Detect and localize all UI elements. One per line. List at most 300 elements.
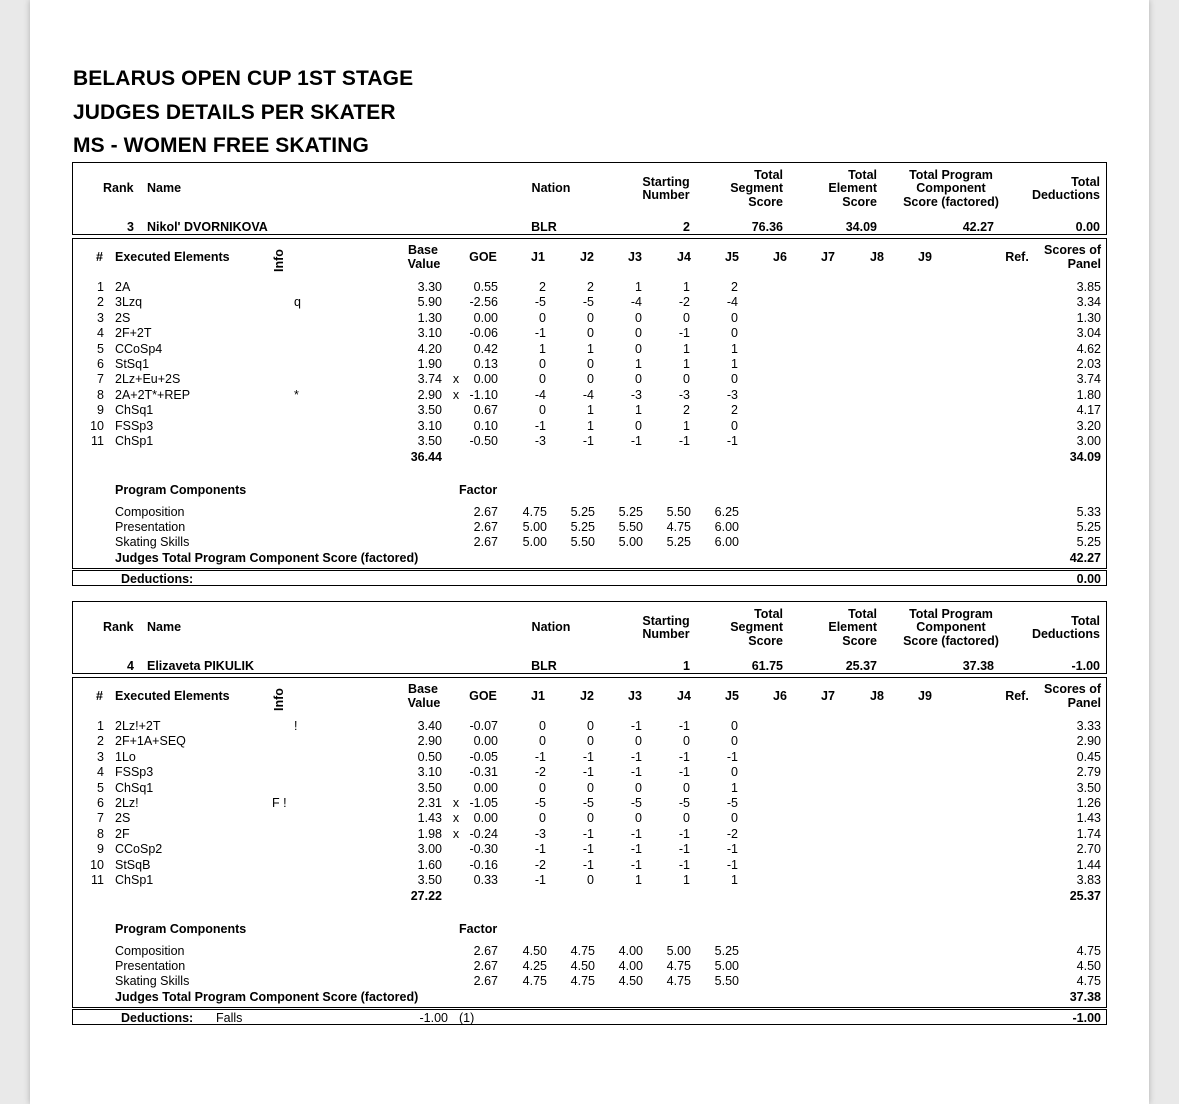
element-number: 3 (97, 749, 104, 764)
judge-4-score: -1 (678, 749, 690, 764)
judge-4-score: 1 (683, 280, 690, 294)
base-value: 3.30 (417, 280, 442, 294)
judge-5-score: -1 (726, 749, 738, 764)
judge-4-score: 1 (683, 357, 690, 371)
total-deductions-label: Deductions (1031, 627, 1100, 641)
judge-1-label: J1 (531, 689, 545, 703)
base-value: 3.50 (417, 780, 442, 795)
element-info: q (294, 295, 301, 310)
component-factor: 2.67 (473, 535, 498, 550)
element-number: 8 (97, 387, 104, 402)
judge-4-score: -1 (678, 326, 690, 341)
base-value-total: 36.44 (410, 450, 442, 464)
report-title: JUDGES DETAILS PER SKATER (73, 101, 396, 124)
num-label: # (96, 250, 103, 264)
goe-value: -0.24 (469, 826, 498, 841)
component-judge-1-score: 5.00 (522, 535, 547, 550)
panel-score: 4.62 (1076, 341, 1101, 356)
judge-2-score: 0 (587, 780, 594, 795)
judge-4-score: -1 (678, 842, 690, 857)
judge-2-label: J2 (580, 250, 594, 264)
judge-3-score: 0 (635, 326, 642, 341)
component-judge-2-score: 4.50 (570, 959, 595, 974)
judge-3-label: J3 (628, 689, 642, 703)
element-code: 2Lz! (115, 796, 139, 810)
base-value: 3.40 (417, 719, 442, 733)
component-judge-3-score: 5.00 (618, 535, 643, 550)
panel-score: 3.74 (1076, 372, 1101, 387)
skater-rank: 4 (127, 659, 134, 673)
judge-2-score: 0 (587, 326, 594, 341)
event-title: BELARUS OPEN CUP 1ST STAGE (73, 67, 414, 90)
element-number: 4 (97, 326, 104, 341)
goe-value: 0.67 (473, 403, 498, 418)
panel-score: 3.83 (1076, 873, 1101, 887)
element-number: 5 (97, 341, 104, 356)
judge-1-score: -2 (534, 765, 546, 780)
element-number: 6 (97, 796, 104, 810)
info-label: Info (272, 249, 286, 272)
judge-1-score: 0 (539, 372, 546, 387)
header-total-element-score-label: Score (842, 195, 877, 209)
program-components-label: Program Components (115, 483, 247, 497)
component-factor: 2.67 (473, 505, 498, 519)
total-segment-score: 76.36 (751, 220, 783, 234)
judge-2-score: -1 (582, 842, 594, 857)
component-judge-1-score: 5.00 (522, 520, 547, 535)
panel-score: 1.80 (1076, 387, 1101, 402)
component-panel-score: 5.33 (1076, 505, 1101, 519)
base-value: 1.30 (417, 310, 442, 325)
component-judge-5-score: 6.00 (714, 535, 739, 550)
goe-value: 0.10 (473, 418, 498, 433)
component-judge-3-score: 4.00 (618, 944, 643, 958)
segment-title: MS - WOMEN FREE SKATING (73, 134, 369, 157)
judge-7-label: J7 (821, 250, 835, 264)
element-code: 2F+1A+SEQ (115, 734, 186, 749)
component-panel-score: 4.75 (1076, 974, 1101, 989)
goe-value: -0.50 (469, 434, 498, 448)
deductions-label: Deductions: (121, 1011, 194, 1025)
component-judge-5-score: 5.25 (714, 944, 739, 958)
panel-score: 1.43 (1076, 811, 1101, 826)
judge-2-score: 2 (587, 280, 594, 294)
scores-of-panel-label: Scores of (1044, 243, 1101, 257)
element-number: 3 (97, 310, 104, 325)
component-judge-2-score: 5.50 (570, 535, 595, 550)
base-value: 2.90 (417, 387, 442, 402)
header-total-element-score-label: Total (848, 607, 877, 621)
judge-4-score: 0 (683, 310, 690, 325)
judge-4-score: -1 (678, 434, 690, 448)
judge-2-score: -4 (582, 387, 594, 402)
component-judge-1-score: 4.25 (522, 959, 547, 974)
judge-4-score: -1 (678, 719, 690, 733)
panel-score: 2.79 (1076, 765, 1101, 780)
component-name: Skating Skills (115, 974, 190, 989)
judge-1-score: -5 (534, 796, 546, 810)
judge-2-score: -1 (582, 434, 594, 448)
goe-value: -0.30 (469, 842, 498, 857)
component-name: Skating Skills (115, 535, 190, 550)
judge-3-score: 0 (635, 372, 642, 387)
header-total-program-component-score-label: Score (factored) (903, 195, 999, 209)
skater-name: Elizaveta PIKULIK (147, 659, 254, 673)
component-judge-2-score: 4.75 (570, 974, 595, 989)
component-judge-5-score: 5.50 (714, 974, 739, 989)
element-number: 9 (97, 403, 104, 418)
judge-3-score: -1 (630, 434, 642, 448)
base-value: 0.50 (417, 749, 442, 764)
judge-9-label: J9 (918, 689, 932, 703)
judge-1-score: 0 (539, 734, 546, 749)
judge-1-score: 0 (539, 403, 546, 418)
base-value: 5.90 (417, 295, 442, 310)
scores-of-panel-label: Panel (1067, 696, 1101, 710)
judge-4-score: 1 (683, 341, 690, 356)
total-deductions: 0.00 (1075, 220, 1100, 234)
judges-total-pcs: 42.27 (1069, 551, 1101, 565)
judge-5-score: 0 (731, 372, 738, 387)
judge-2-score: 0 (587, 734, 594, 749)
judge-2-score: 1 (587, 403, 594, 418)
element-code: 2S (115, 310, 131, 325)
element-info: F ! (272, 796, 287, 810)
judge-4-score: 0 (683, 811, 690, 826)
skater-nation: BLR (531, 220, 557, 234)
total-program-component-score: 37.38 (962, 659, 994, 673)
total-segment-score: 61.75 (751, 659, 783, 673)
header-total-segment-score-label: Total (754, 168, 783, 182)
component-judge-2-score: 4.75 (570, 944, 595, 958)
starting-number-label: Number (642, 188, 690, 202)
component-panel-score: 4.75 (1076, 944, 1101, 958)
nation-label: Nation (531, 620, 571, 634)
element-code: 2Lz+Eu+2S (115, 372, 181, 387)
component-judge-1-score: 4.50 (522, 944, 547, 958)
judge-1-label: J1 (531, 250, 545, 264)
judge-3-score: -1 (630, 857, 642, 872)
judge-2-score: 0 (587, 873, 594, 887)
bonus-mark: x (452, 372, 460, 387)
component-name: Presentation (115, 520, 186, 535)
judge-5-score: 0 (731, 326, 738, 341)
element-code: 3Lzq (115, 295, 143, 310)
judge-8-label: J8 (870, 250, 884, 264)
judge-4-score: 0 (683, 372, 690, 387)
judge-4-label: J4 (677, 689, 691, 703)
goe-value: 0.55 (473, 280, 498, 294)
judge-1-score: -4 (534, 387, 546, 402)
judge-5-score: 1 (731, 357, 738, 371)
rank-label: Rank (103, 181, 134, 195)
goe-value: 0.00 (473, 780, 498, 795)
header-total-segment-score-label: Total (754, 607, 783, 621)
total-element-score: 25.37 (845, 659, 877, 673)
base-value: 3.00 (417, 842, 442, 857)
judge-5-score: 2 (731, 403, 738, 418)
bonus-mark: x (452, 826, 460, 841)
judge-3-label: J3 (628, 250, 642, 264)
base-value: 1.43 (417, 811, 442, 826)
deductions-total: -1.00 (1072, 1011, 1101, 1025)
component-judge-2-score: 5.25 (570, 520, 595, 535)
judge-3-score: 0 (635, 811, 642, 826)
judge-3-score: -1 (630, 719, 642, 733)
goe-value: 0.00 (473, 734, 498, 749)
element-number: 7 (97, 372, 104, 387)
element-code: 2F+2T (115, 326, 152, 341)
component-judge-3-score: 4.00 (618, 959, 643, 974)
panel-score: 3.85 (1076, 280, 1101, 294)
element-code: CCoSp4 (115, 341, 163, 356)
factor-label: Factor (459, 483, 498, 497)
element-code: 2S (115, 811, 131, 826)
judge-4-score: 2 (683, 403, 690, 418)
judge-5-score: -2 (726, 826, 738, 841)
header-total-segment-score-label: Segment (730, 181, 783, 195)
component-panel-score: 4.50 (1076, 959, 1101, 974)
starting-number-label: Starting (642, 614, 690, 628)
panel-score: 2.90 (1076, 734, 1101, 749)
element-code: 2A+2T*+REP (115, 387, 191, 402)
judge-5-score: -1 (726, 857, 738, 872)
header-total-element-score-label: Total (848, 168, 877, 182)
goe-value: 0.00 (473, 310, 498, 325)
judge-1-score: -3 (534, 434, 546, 448)
factor-label: Factor (459, 922, 498, 936)
component-judge-4-score: 5.25 (666, 535, 691, 550)
component-judge-4-score: 4.75 (666, 974, 691, 989)
element-info: * (294, 387, 299, 402)
judge-1-score: -3 (534, 826, 546, 841)
judge-3-score: -5 (630, 796, 642, 810)
judge-1-score: 0 (539, 310, 546, 325)
judge-1-score: 0 (539, 780, 546, 795)
element-code: 2Lz!+2T (115, 719, 161, 733)
bonus-mark: x (452, 796, 460, 810)
element-number: 11 (91, 434, 104, 448)
element-code: FSSp3 (115, 418, 154, 433)
judge-5-score: -3 (726, 387, 738, 402)
component-judge-1-score: 4.75 (522, 974, 547, 989)
judge-5-score: -4 (726, 295, 738, 310)
header-total-segment-score-label: Score (748, 195, 783, 209)
judge-3-score: 0 (635, 310, 642, 325)
name-label: Name (147, 620, 182, 634)
judge-1-score: -5 (534, 295, 546, 310)
panel-score: 3.00 (1076, 434, 1101, 448)
element-number: 1 (97, 280, 104, 294)
deduction-value: -1.00 (419, 1011, 448, 1025)
base-value: 3.50 (417, 873, 442, 887)
header-total-program-component-score-label: Score (factored) (903, 634, 999, 648)
elements-score-total: 34.09 (1069, 450, 1101, 464)
total-deductions-label: Total (1071, 175, 1100, 189)
panel-score: 1.44 (1076, 857, 1101, 872)
panel-score: 2.03 (1076, 357, 1101, 371)
element-code: ChSp1 (115, 873, 154, 887)
goe-value: -2.56 (469, 295, 498, 310)
executed-elements-label: Executed Elements (115, 250, 230, 264)
skater-name: Nikol' DVORNIKOVA (147, 220, 268, 234)
panel-score: 3.34 (1076, 295, 1101, 310)
element-code: 2A (115, 280, 131, 294)
bonus-mark: x (452, 811, 460, 826)
judge-2-score: 0 (587, 310, 594, 325)
goe-value: 0.42 (473, 341, 498, 356)
score-sheet-page (30, 0, 1149, 1104)
judge-3-score: 1 (635, 357, 642, 371)
judge-1-score: 1 (539, 341, 546, 356)
total-deductions-label: Total (1071, 614, 1100, 628)
judge-4-score: -1 (678, 765, 690, 780)
skater-rank: 3 (127, 220, 134, 234)
element-number: 9 (97, 842, 104, 857)
component-factor: 2.67 (473, 959, 498, 974)
total-program-component-score: 42.27 (962, 220, 994, 234)
base-value-label: Base (408, 682, 438, 696)
element-code: 2F (115, 826, 130, 841)
total-deductions-label: Deductions (1031, 188, 1100, 202)
bonus-mark: x (452, 387, 460, 402)
judge-1-score: -1 (534, 842, 546, 857)
element-number: 11 (91, 873, 104, 887)
judge-4-score: -3 (678, 387, 690, 402)
judge-3-score: -3 (630, 387, 642, 402)
element-number: 10 (90, 857, 104, 872)
goe-value: -1.10 (469, 387, 498, 402)
judge-2-score: 1 (587, 418, 594, 433)
executed-elements-label: Executed Elements (115, 689, 230, 703)
base-value: 1.60 (417, 857, 442, 872)
header-total-element-score-label: Element (828, 181, 877, 195)
element-code: StSqB (115, 857, 151, 872)
goe-value: -0.06 (469, 326, 498, 341)
panel-score: 0.45 (1076, 749, 1101, 764)
component-factor: 2.67 (473, 974, 498, 989)
panel-score: 3.04 (1076, 326, 1101, 341)
panel-score: 3.20 (1076, 418, 1101, 433)
judge-2-score: 0 (587, 372, 594, 387)
starting-number-label: Starting (642, 175, 690, 189)
goe-value: -0.05 (469, 749, 498, 764)
base-value: 3.50 (417, 434, 442, 448)
rank-label: Rank (103, 620, 134, 634)
judge-2-score: -5 (582, 295, 594, 310)
info-label: Info (272, 688, 286, 711)
element-code: 1Lo (115, 749, 136, 764)
panel-score: 1.26 (1076, 796, 1101, 810)
element-code: ChSq1 (115, 403, 154, 418)
total-deductions: -1.00 (1071, 659, 1100, 673)
scores-of-panel-label: Panel (1067, 257, 1101, 271)
goe-value: 0.33 (473, 873, 498, 887)
element-number: 10 (90, 418, 104, 433)
component-judge-4-score: 5.00 (666, 944, 691, 958)
judge-5-score: 0 (731, 310, 738, 325)
nation-label: Nation (531, 181, 571, 195)
component-panel-score: 5.25 (1076, 535, 1101, 550)
judge-3-score: 1 (635, 280, 642, 294)
judge-4-score: 1 (683, 418, 690, 433)
deduction-item: Falls (216, 1011, 243, 1025)
judge-3-score: -1 (630, 749, 642, 764)
judge-1-score: 0 (539, 719, 546, 733)
element-number: 2 (97, 295, 104, 310)
goe-value: -0.07 (469, 719, 498, 733)
judge-5-score: -1 (726, 434, 738, 448)
judge-2-score: 0 (587, 811, 594, 826)
element-number: 7 (97, 811, 104, 826)
judge-5-score: 0 (731, 418, 738, 433)
judge-6-label: J6 (773, 250, 787, 264)
base-value-label: Value (407, 696, 441, 710)
judge-3-score: -1 (630, 826, 642, 841)
base-value-total: 27.22 (410, 889, 442, 903)
component-panel-score: 5.25 (1076, 520, 1101, 535)
base-value: 2.31 (417, 796, 442, 810)
judges-total-pcs-label: Judges Total Program Component Score (factored) (115, 551, 419, 565)
component-judge-3-score: 5.25 (618, 505, 643, 519)
header-total-element-score-label: Element (828, 620, 877, 634)
base-value: 3.74 (417, 372, 442, 387)
scores-of-panel-label: Scores of (1044, 682, 1101, 696)
header-total-program-component-score-label: Component (916, 181, 986, 195)
ref-label: Ref. (1005, 689, 1029, 703)
component-judge-5-score: 5.00 (714, 959, 739, 974)
panel-score: 2.70 (1076, 842, 1101, 857)
header-total-segment-score-label: Score (748, 634, 783, 648)
judge-1-score: -1 (534, 418, 546, 433)
goe-value: 0.00 (473, 372, 498, 387)
component-judge-4-score: 5.50 (666, 505, 691, 519)
element-code: ChSp1 (115, 434, 154, 448)
judge-2-score: 0 (587, 719, 594, 733)
judge-1-score: 2 (539, 280, 546, 294)
base-value: 1.90 (417, 357, 442, 371)
component-judge-4-score: 4.75 (666, 520, 691, 535)
element-code: CCoSp2 (115, 842, 163, 857)
judge-3-score: 0 (635, 734, 642, 749)
judge-2-score: -1 (582, 826, 594, 841)
judge-8-label: J8 (870, 689, 884, 703)
judge-9-label: J9 (918, 250, 932, 264)
base-value: 4.20 (417, 341, 442, 356)
goe-value: -1.05 (469, 796, 498, 810)
judge-5-score: 0 (731, 765, 738, 780)
panel-score: 1.30 (1076, 310, 1101, 325)
judge-4-score: -5 (678, 796, 690, 810)
element-number: 4 (97, 765, 104, 780)
skater-starting-number: 2 (683, 220, 690, 234)
component-name: Presentation (115, 959, 186, 974)
judge-6-label: J6 (773, 689, 787, 703)
goe-value: -0.16 (469, 857, 498, 872)
judge-7-label: J7 (821, 689, 835, 703)
element-number: 8 (97, 826, 104, 841)
panel-score: 1.74 (1076, 826, 1101, 841)
judge-1-score: -1 (534, 326, 546, 341)
element-info: ! (294, 719, 298, 733)
component-factor: 2.67 (473, 944, 498, 958)
judge-5-score: 1 (731, 873, 738, 887)
component-judge-5-score: 6.00 (714, 520, 739, 535)
base-value: 3.10 (417, 765, 442, 780)
deductions-label: Deductions: (121, 572, 194, 586)
ref-label: Ref. (1005, 250, 1029, 264)
judge-4-score: 0 (683, 734, 690, 749)
